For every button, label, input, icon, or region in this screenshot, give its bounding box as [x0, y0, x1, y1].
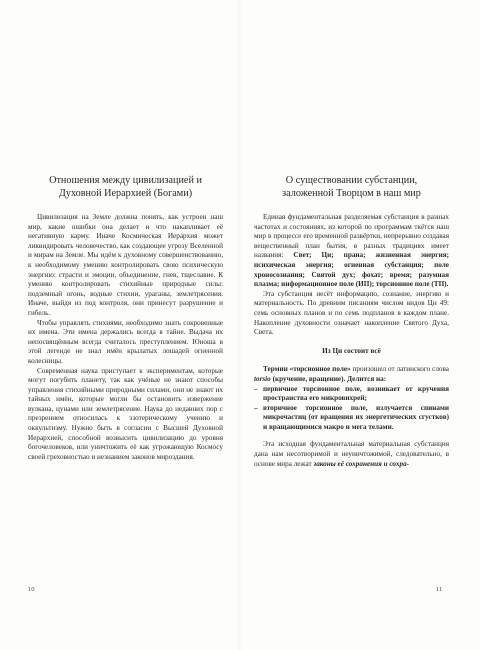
right-title-line-2: заложенной Творцом в наш мир [282, 188, 421, 199]
left-paragraph-1: Цивилизация на Земле должна понять, как устроен наш мир, какие ошибки она делает и что накапливает её негативную карму. Иначе Космическая Иерархия может ликвидировать человечество, как создающее угрозу Вселенной и мирам на Земле. Мы идём к духовному совершенствованию, к необходимому умению контролировать свою психическую энергию: страсти и эмоции, объединение, гнев, тщеславие. К умению контролировать стихийные природные силы: подземный огонь, водные стихии, ураганы, землетрясения. Иначе, выйдя из под контроля, они принесут разрушение и гибель. [28, 213, 223, 317]
right-page-number: 11 [436, 586, 443, 593]
list-item-secondary: – вторичное торсионное поле, излучается спинами микрочастиц (от вращения их энергетических сгустков) и вращающимися макро и мега телами. [254, 404, 449, 433]
right-paragraph-2: Эта субстанция несёт информацию, сознание, энергию и материальность. По древним писаниям числом видов Ци 49: семь основных планов и по семь подпланов в каждом плане. Накопление духовности означает накопление Святого Духа, Света. [254, 289, 449, 337]
left-page-title [28, 174, 223, 200]
left-paragraph-3: Современная наука приступает к экспериментам, которые могут погубить планету, так как учёные не знают способы управления стихийными природными силами, они не знают их тайных имён, которые могли бы остановить извержение вулкана, цунами или землетрясение. Наука до недавних пор с презрением относилась к эзотерическому учению и оккультизму. Нужно быть в согласии с Высшей Духовной Иерархией, способной возвысить цивилизацию до уровня богочеловеков, или уничтожить её как угрожающую Космосу своей греховностью и незнанием законов мироздания. [28, 366, 223, 461]
right-title-line-1: О существовании субстанции, [285, 175, 418, 186]
right-page [240, 0, 480, 650]
left-page-content [28, 174, 223, 462]
right-intro-paragraph [254, 213, 449, 290]
right-term-paragraph [254, 365, 449, 384]
right-page-title [254, 174, 449, 200]
left-title-line-2: Духовной Иерархией (Богами) [58, 188, 193, 199]
term-name: Термин «торсионное поле» [263, 365, 351, 374]
left-title-line-1: Отношения между цивилизацией и [49, 175, 202, 186]
last-paragraph-emphasis: законы её сохранения и сохра- [313, 459, 410, 468]
torsion-field-list [254, 385, 449, 433]
last-paragraph-text: Эта исходная фундаментальная материальная субстанция дана нам несотворимой и неуничтожимой, следовательно, в основе мира лежат [254, 440, 449, 468]
right-subheading: Из Ци состоит всё [322, 346, 381, 355]
term-meaning: (кручение, вращение). Делится на: [270, 374, 387, 383]
term-origin-text: произошел от латинского слова [350, 365, 449, 374]
left-page-number: 10 [28, 586, 35, 593]
right-last-paragraph [254, 440, 449, 469]
right-page-content [254, 174, 449, 469]
list-item-primary: – первичное торсионное поле, возникает от кручения пространства его микровихрей; [254, 385, 449, 404]
left-paragraph-2: Чтобы управлять стихиями, необходимо знать сокровенные их имена. Эти имена держались всегда в тайне. Выдача их непосвящённым всегда считалось преступлением. Юноша в этой легенде не знал имён крылатых лошадей огненной колесницы. [28, 318, 223, 365]
right-intro-text: Единая фундаментальная разделяемая субстанция в разных частотах и состояниях, из которой по программам ткётся наш мир в процессе его временной развёртки, непрерывно создавая вещественный план бытия, в разных традициях имеет названия: [254, 213, 449, 260]
right-names-bold: Свет; Ци; прана; жизненная энергия; психическая энергия; огненная субстанция; поле хроносознания; Святой дух; фохат; время; разумная плазма; информационное поле (ИП); торсионное поле (ТП). [254, 251, 449, 289]
term-latin-word: torsio [254, 374, 271, 383]
